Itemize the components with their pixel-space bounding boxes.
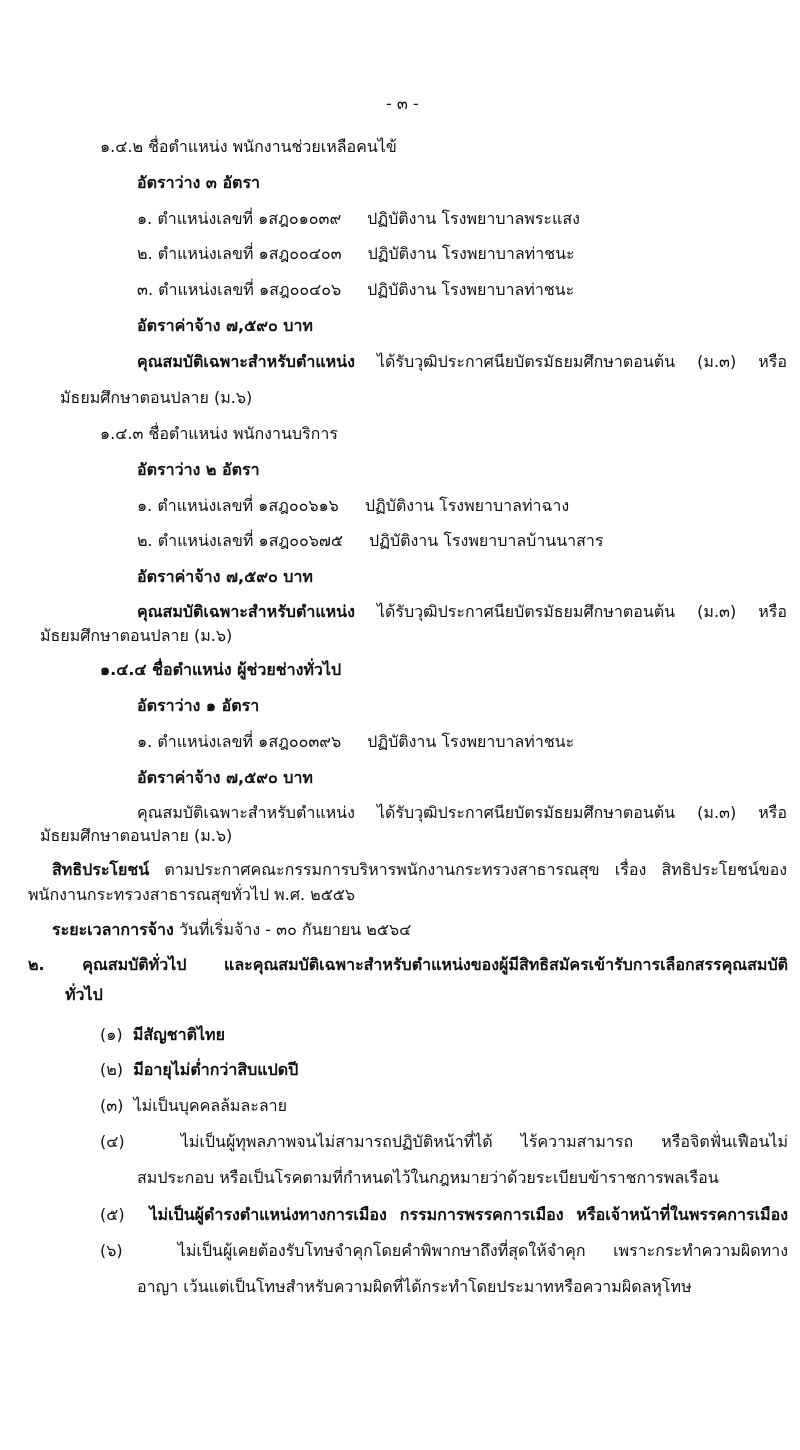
benefits-text: ตามประกาศคณะกรรมการบริหารพนักงานกระทรวงสาธารณสุข เรื่อง สิทธิประโยชน์ของ	[164, 860, 788, 879]
general-qual-item	[100, 1058, 298, 1082]
section-heading: ๑.๔.๓ ชื่อตำแหน่ง พนักงานบริการ	[100, 424, 338, 443]
qual-continuation: มัธยมศึกษาตอนปลาย (ม.๖)	[40, 826, 233, 845]
item-text: มีสัญชาติไทย	[132, 1025, 225, 1044]
item-number: (๔)	[100, 1132, 125, 1151]
item-text: ไม่เป็นผู้ทุพลภาพจนไม่สามารถปฏิบัติหน้าที่ได้ ไร้ความสามารถ หรือจิตฟั่นเฟือนไม่	[180, 1132, 789, 1151]
position-place: ปฏิบัติงาน โรงพยาบาลท่าชนะ	[367, 280, 575, 299]
vacancies: อัตราว่าง ๓ อัตรา	[137, 173, 261, 192]
item-number: (๒)	[100, 1060, 124, 1079]
position-place: ปฏิบัติงาน โรงพยาบาลพระแสง	[367, 209, 580, 228]
section2-continuation: ทั่วไป	[65, 985, 103, 1004]
item-number: (๑)	[100, 1025, 123, 1044]
item-text: ไม่เป็นผู้เคยต้องรับโทษจำคุกโดยคำพิพากษาถึงที่สุดให้จำคุก เพราะกระทำความผิดทาง	[177, 1241, 789, 1260]
general-qual-item	[100, 1130, 788, 1154]
position-place: ปฏิบัติงาน โรงพยาบาลท่าฉาง	[364, 496, 570, 515]
qual-label: คุณสมบัติเฉพาะสำหรับตำแหน่ง	[137, 602, 355, 621]
benefits-label: สิทธิประโยชน์	[52, 860, 150, 879]
position-row	[137, 242, 575, 266]
benefits-continuation: พนักงานกระทรวงสาธารณสุขทั่วไป พ.ศ. ๒๕๕๖	[28, 885, 356, 904]
item-number: (๕)	[100, 1205, 125, 1224]
qual-text: ได้รับวุฒิประกาศนียบัตรมัธยมศึกษาตอนต้น (ม.๓) หรือ	[376, 352, 787, 371]
wage: อัตราค่าจ้าง ๗,๕๙๐ บาท	[137, 567, 313, 586]
position-number: ๒. ตำแหน่งเลขที่ ๑สฎ๐๐๖๗๕	[137, 531, 344, 550]
general-qual-item	[100, 1239, 788, 1263]
period-label: ระยะเวลาการจ้าง	[52, 920, 174, 939]
item-text: มีอายุไม่ต่ำกว่าสิบแปดปี	[133, 1060, 299, 1079]
item-number: (๓)	[100, 1096, 124, 1115]
position-place: ปฏิบัติงาน โรงพยาบาลท่าชนะ	[367, 244, 575, 263]
wage: อัตราค่าจ้าง ๗,๕๙๐ บาท	[137, 316, 313, 335]
benefits	[52, 858, 787, 882]
page-number: - ๓ -	[386, 94, 419, 113]
position-row	[137, 730, 574, 754]
general-qual-item	[100, 1094, 287, 1118]
qual-text: ได้รับวุฒิประกาศนียบัตรมัธยมศึกษาตอนต้น (ม.๓) หรือ	[376, 602, 787, 621]
qualification	[137, 801, 787, 825]
position-row	[137, 494, 569, 518]
position-number: ๑. ตำแหน่งเลขที่ ๑สฎ๐๐๓๙๖	[137, 732, 342, 751]
general-qual-item	[100, 1023, 225, 1047]
item-text: ไม่เป็นผู้ดำรงตำแหน่งทางการเมือง กรรมการพรรคการเมือง หรือเจ้าหน้าที่ในพรรคการเมือง	[149, 1205, 788, 1224]
section-heading: ๑.๔.๒ ชื่อตำแหน่ง พนักงานช่วยเหลือคนไข้	[100, 137, 397, 156]
qualification	[137, 350, 787, 374]
qual-text: ได้รับวุฒิประกาศนียบัตรมัธยมศึกษาตอนต้น (ม.๓) หรือ	[376, 803, 787, 822]
position-row	[137, 529, 604, 553]
position-row	[137, 207, 580, 231]
position-number: ๑. ตำแหน่งเลขที่ ๑สฎ๐๑๐๓๙	[137, 209, 342, 228]
section-heading: ๑.๔.๔ ชื่อตำแหน่ง ผู้ช่วยช่างทั่วไป	[100, 660, 342, 679]
employment-period	[52, 918, 411, 942]
position-number: ๓. ตำแหน่งเลขที่ ๑สฎ๐๐๔๐๖	[137, 280, 342, 299]
position-place: ปฏิบัติงาน โรงพยาบาลท่าชนะ	[367, 732, 575, 751]
position-number: ๑. ตำแหน่งเลขที่ ๑สฎ๐๐๖๑๖	[137, 496, 339, 515]
qual-label: คุณสมบัติเฉพาะสำหรับตำแหน่ง	[137, 352, 355, 371]
section2-heading: ๒. คุณสมบัติทั่วไป และคุณสมบัติเฉพาะสำหรับตำแหน่งของผู้มีสิทธิสมัครเข้ารับการเลือกสรรคุณสมบัติ	[28, 955, 788, 974]
qual-continuation: มัธยมศึกษาตอนปลาย (ม.๖)	[60, 388, 253, 407]
item-continuation: อาญา เว้นแต่เป็นโทษสำหรับความผิดที่ได้กระทำโดยประมาทหรือความผิดลหุโทษ	[137, 1277, 692, 1296]
period-text: วันที่เริ่มจ้าง - ๓๐ กันยายน ๒๕๖๔	[178, 920, 412, 939]
qual-continuation: มัธยมศึกษาตอนปลาย (ม.๖)	[40, 626, 233, 645]
vacancies: อัตราว่าง ๑ อัตรา	[137, 696, 260, 715]
general-qual-item	[100, 1203, 788, 1227]
vacancies: อัตราว่าง ๒ อัตรา	[137, 460, 260, 479]
item-number: (๖)	[100, 1241, 123, 1260]
item-continuation: สมประกอบ หรือเป็นโรคตามที่กำหนดไว้ในกฎหมายว่าด้วยระเบียบข้าราชการพลเรือน	[137, 1168, 719, 1187]
position-place: ปฏิบัติงาน โรงพยาบาลบ้านนาสาร	[369, 531, 604, 550]
item-text: ไม่เป็นบุคคลล้มละลาย	[133, 1096, 288, 1115]
wage: อัตราค่าจ้าง ๗,๕๙๐ บาท	[137, 768, 313, 787]
qualification	[137, 600, 787, 624]
qual-label: คุณสมบัติเฉพาะสำหรับตำแหน่ง	[137, 803, 355, 822]
position-row	[137, 278, 574, 302]
position-number: ๒. ตำแหน่งเลขที่ ๑สฎ๐๐๔๐๓	[137, 244, 342, 263]
